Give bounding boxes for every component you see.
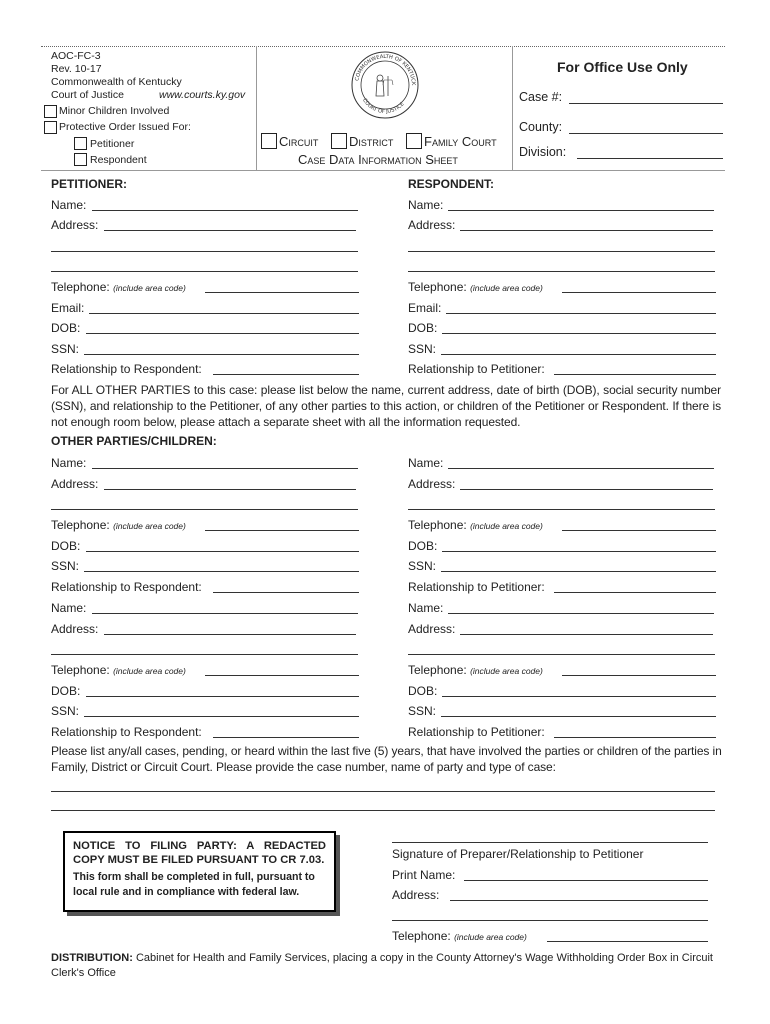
- petitioner-telephone-text: Telephone:: [51, 280, 110, 294]
- respondent-email-label: Email:: [408, 301, 442, 315]
- office-use-title: For Office Use Only: [557, 59, 688, 75]
- other1-right-ssn-label: SSN:: [408, 559, 437, 573]
- other2-left-telephone-label: [51, 663, 186, 677]
- other1-right-name-field[interactable]: [448, 468, 714, 469]
- respondent-telephone-hint: (include area code): [470, 283, 543, 293]
- petitioner-relationship-label: Relationship to Respondent:: [51, 362, 202, 376]
- sheet-title: Case Data Information Sheet: [298, 152, 458, 167]
- top-border: [41, 46, 725, 47]
- other1-right-address-line2[interactable]: [408, 509, 715, 510]
- other1-left-ssn-label: SSN:: [51, 559, 80, 573]
- other1-right-ssn-field[interactable]: [441, 571, 716, 572]
- other1-right-dob-label: DOB:: [408, 539, 438, 553]
- petitioner-email-label: Email:: [51, 301, 85, 315]
- other2-left-ssn-field[interactable]: [84, 716, 359, 717]
- other1-right-name-label: Name:: [408, 456, 444, 470]
- header-divider-left: [256, 46, 257, 170]
- petitioner-heading: PETITIONER:: [51, 177, 128, 191]
- respondent-ssn-field[interactable]: [441, 354, 716, 355]
- petitioner-checkbox[interactable]: [74, 137, 87, 150]
- other2-left-name-field[interactable]: [92, 613, 358, 614]
- petitioner-email-field[interactable]: [89, 313, 359, 314]
- other1-right-address-field[interactable]: [460, 489, 713, 490]
- signature-telephone-field[interactable]: [547, 941, 708, 942]
- other2-right-telephone-hint: (include area code): [470, 666, 543, 676]
- cases-line-2[interactable]: [51, 810, 715, 811]
- respondent-address-label: Address:: [408, 218, 456, 232]
- circuit-checkbox[interactable]: [261, 133, 277, 149]
- other1-left-relationship-field[interactable]: [213, 592, 359, 593]
- other-parties-heading: OTHER PARTIES/CHILDREN:: [51, 434, 217, 448]
- distribution-text: Cabinet for Health and Family Services, placing a copy in the County Attorney's Wage Withholding Order Box in Circuit Clerk's Office: [51, 952, 713, 979]
- other2-right-address-field[interactable]: [460, 634, 713, 635]
- petitioner-address-line2[interactable]: [51, 251, 358, 252]
- county-field[interactable]: [569, 133, 723, 134]
- other1-right-relationship-label: Relationship to Petitioner:: [408, 580, 545, 594]
- other1-left-address-field[interactable]: [104, 489, 356, 490]
- revision: Rev. 10-17: [51, 63, 102, 75]
- respondent-heading: RESPONDENT:: [408, 177, 495, 191]
- respondent-telephone-label: [408, 280, 543, 294]
- other-parties-instructions: For ALL OTHER PARTIES to this case: please list below the name, current address, date of birth (DOB), social security number (SSN), and relationship to the Petitioner, of any other parties to this action, or children of the Petitioner or Respondent. If there is not enough room below, please attach a separate sheet with all the information requested.: [51, 383, 721, 429]
- other1-left-address-line2[interactable]: [51, 509, 358, 510]
- other1-right-telephone-label: [408, 518, 543, 532]
- district-checkbox[interactable]: [331, 133, 347, 149]
- respondent-address-field[interactable]: [460, 230, 713, 231]
- other2-right-ssn-label: SSN:: [408, 704, 437, 718]
- other1-left-ssn-field[interactable]: [84, 571, 359, 572]
- signature-telephone-label: [392, 929, 527, 943]
- petitioner-relationship-field[interactable]: [213, 374, 359, 375]
- petitioner-address-line3[interactable]: [51, 271, 358, 272]
- other2-right-name-field[interactable]: [448, 613, 714, 614]
- respondent-option-label: Respondent: [90, 154, 147, 166]
- petitioner-name-label: Name:: [51, 198, 87, 212]
- other1-left-telephone-text: Telephone:: [51, 518, 110, 532]
- notice-line-1: NOTICE TO FILING PARTY: A REDACTED COPY MUST BE FILED PURSUANT TO CR 7.03.: [73, 840, 326, 866]
- respondent-name-label: Name:: [408, 198, 444, 212]
- signature-telephone-text: Telephone:: [392, 929, 451, 943]
- respondent-email-field[interactable]: [446, 313, 716, 314]
- other2-right-address-line2[interactable]: [408, 654, 715, 655]
- signature-address-line2[interactable]: [392, 920, 708, 921]
- respondent-telephone-field[interactable]: [562, 292, 716, 293]
- family-court-label: Family Court: [424, 134, 497, 149]
- respondent-dob-field[interactable]: [442, 333, 716, 334]
- other1-left-dob-label: DOB:: [51, 539, 81, 553]
- other1-right-address-label: Address:: [408, 477, 456, 491]
- redaction-notice-box: [63, 831, 336, 912]
- respondent-address-line2[interactable]: [408, 251, 715, 252]
- case-number-field[interactable]: [569, 103, 723, 104]
- respondent-address-line3[interactable]: [408, 271, 715, 272]
- other2-right-telephone-text: Telephone:: [408, 663, 467, 677]
- petitioner-ssn-field[interactable]: [84, 354, 359, 355]
- other2-right-relationship-field[interactable]: [554, 737, 716, 738]
- other1-left-name-label: Name:: [51, 456, 87, 470]
- respondent-relationship-field[interactable]: [554, 374, 716, 375]
- petitioner-telephone-hint: (include area code): [113, 283, 186, 293]
- kentucky-seal: [350, 50, 420, 120]
- court-of-justice: Court of Justice: [51, 89, 124, 101]
- header-divider-right: [512, 46, 513, 170]
- cases-line-1[interactable]: [51, 791, 715, 792]
- district-label: District: [349, 134, 394, 149]
- other1-right-telephone-hint: (include area code): [470, 521, 543, 531]
- other2-right-name-label: Name:: [408, 601, 444, 615]
- other1-right-dob-field[interactable]: [442, 551, 716, 552]
- petitioner-name-field[interactable]: [92, 210, 358, 211]
- signature-telephone-hint: (include area code): [454, 932, 527, 942]
- protective-order-label: Protective Order Issued For:: [59, 121, 191, 133]
- respondent-name-field[interactable]: [448, 210, 714, 211]
- division-field[interactable]: [577, 158, 723, 159]
- protective-order-checkbox[interactable]: [44, 121, 57, 134]
- other2-left-ssn-label: SSN:: [51, 704, 80, 718]
- county-label: County:: [519, 120, 563, 134]
- petitioner-address-field[interactable]: [104, 230, 356, 231]
- other2-left-telephone-field[interactable]: [205, 675, 359, 676]
- respondent-checkbox[interactable]: [74, 153, 87, 166]
- commonwealth: Commonwealth of Kentucky: [51, 76, 182, 88]
- print-name-field[interactable]: [464, 880, 708, 881]
- notice-line-2: This form shall be completed in full, pursuant to local rule and in compliance with federal law.: [73, 871, 315, 898]
- petitioner-dob-field[interactable]: [86, 333, 359, 334]
- other2-right-address-label: Address:: [408, 622, 456, 636]
- other2-left-address-label: Address:: [51, 622, 99, 636]
- other2-right-dob-label: DOB:: [408, 684, 438, 698]
- other2-right-telephone-field[interactable]: [562, 675, 716, 676]
- other2-left-name-label: Name:: [51, 601, 87, 615]
- distribution-label: DISTRIBUTION:: [51, 952, 133, 964]
- other2-left-address-line2[interactable]: [51, 654, 358, 655]
- other2-left-dob-label: DOB:: [51, 684, 81, 698]
- svg-text:COURT OF JUSTICE: COURT OF JUSTICE: [361, 97, 406, 116]
- minor-children-checkbox[interactable]: [44, 105, 57, 118]
- circuit-label: Circuit: [279, 134, 319, 149]
- other2-left-relationship-field[interactable]: [213, 737, 359, 738]
- other2-left-telephone-hint: (include area code): [113, 666, 186, 676]
- other2-right-ssn-field[interactable]: [441, 716, 716, 717]
- other1-left-telephone-hint: (include area code): [113, 521, 186, 531]
- other1-left-telephone-field[interactable]: [205, 530, 359, 531]
- signature-address-field[interactable]: [450, 900, 708, 901]
- other2-right-relationship-label: Relationship to Petitioner:: [408, 725, 545, 739]
- website: www.courts.ky.gov: [159, 89, 246, 101]
- other2-left-address-field[interactable]: [104, 634, 356, 635]
- family-court-checkbox[interactable]: [406, 133, 422, 149]
- header-bottom-rule: [41, 170, 725, 171]
- other1-left-address-label: Address:: [51, 477, 99, 491]
- distribution-note: [51, 951, 721, 981]
- division-label: Division:: [519, 145, 567, 159]
- other1-right-relationship-field[interactable]: [554, 592, 716, 593]
- petitioner-dob-label: DOB:: [51, 321, 81, 335]
- respondent-telephone-text: Telephone:: [408, 280, 467, 294]
- other1-left-relationship-label: Relationship to Respondent:: [51, 580, 202, 594]
- cases-instructions: Please list any/all cases, pending, or heard within the last five (5) years, that have involved the parties or children of the parties in Family, District or Circuit Court. Please provide the case number, name of party and type of case:: [51, 744, 722, 774]
- respondent-relationship-label: Relationship to Petitioner:: [408, 362, 545, 376]
- other1-left-name-field[interactable]: [92, 468, 358, 469]
- petitioner-address-label: Address:: [51, 218, 99, 232]
- other1-right-telephone-text: Telephone:: [408, 518, 467, 532]
- signature-label: Signature of Preparer/Relationship to Petitioner: [392, 847, 644, 861]
- other1-right-telephone-field[interactable]: [562, 530, 716, 531]
- case-number-label: Case #:: [519, 90, 563, 104]
- minor-children-label: Minor Children Involved: [59, 105, 170, 117]
- other2-left-dob-field[interactable]: [86, 696, 359, 697]
- other2-right-telephone-label: [408, 663, 543, 677]
- svg-text:COMMONWEALTH OF KENTUCKY: COMMONWEALTH OF KENTUCK: [354, 53, 417, 86]
- other1-left-dob-field[interactable]: [86, 551, 359, 552]
- petitioner-ssn-label: SSN:: [51, 342, 80, 356]
- petitioner-option-label: Petitioner: [90, 138, 135, 150]
- petitioner-telephone-field[interactable]: [205, 292, 359, 293]
- other2-left-relationship-label: Relationship to Respondent:: [51, 725, 202, 739]
- petitioner-telephone-label: [51, 280, 186, 294]
- respondent-ssn-label: SSN:: [408, 342, 437, 356]
- print-name-label: Print Name:: [392, 868, 456, 882]
- other2-right-dob-field[interactable]: [442, 696, 716, 697]
- other2-left-telephone-text: Telephone:: [51, 663, 110, 677]
- other1-left-telephone-label: [51, 518, 186, 532]
- respondent-dob-label: DOB:: [408, 321, 438, 335]
- signature-field[interactable]: [392, 842, 708, 843]
- form-code: AOC-FC-3: [51, 50, 101, 62]
- signature-address-label: Address:: [392, 888, 440, 902]
